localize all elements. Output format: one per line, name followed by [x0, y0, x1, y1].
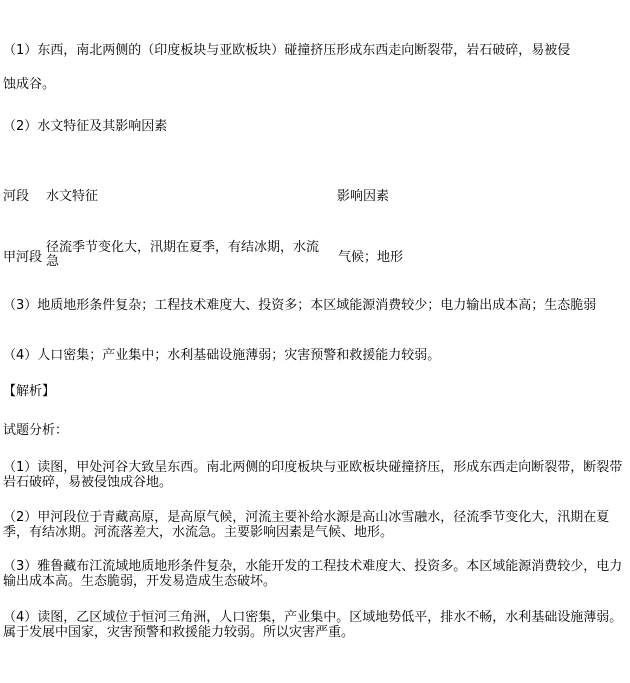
- answer-q1-line2: 蚀成谷。: [3, 77, 56, 92]
- analysis-paragraph-3: （3）雅鲁藏布江流域地质地形条件复杂，水能开发的工程技术难度大、投资多。本区域能源消费较少，电力输出成本高。生态脆弱，开发易造成生态破坏。: [3, 559, 623, 589]
- analysis-paragraph-1: （1）读图，甲处河谷大致呈东西。南北两侧的印度板块与亚欧板块碰撞挤压，形成东西走向断裂带，断裂带岩石破碎，易被侵蚀成谷地。: [3, 460, 623, 490]
- table-header-factor: 影响因素: [337, 189, 390, 204]
- analysis-intro: 试题分析：: [3, 423, 69, 438]
- answer-q2-heading: （2）水文特征及其影响因素: [3, 119, 168, 134]
- table-header-segment: 河段: [3, 189, 30, 204]
- table-cell-segment: 甲河段: [3, 250, 43, 265]
- analysis-paragraph-4: （4）读图，乙区域位于恒河三角洲，人口密集，产业集中。区域地势低平，排水不畅，水利基础设施薄弱。属于发展中国家，灾害预警和救援能力较弱。所以灾害严重。: [3, 610, 623, 640]
- analysis-heading: 【解析】: [3, 384, 56, 399]
- table-cell-feature: 径流季节变化大，汛期在夏季，有结冰期，水流急: [46, 240, 320, 269]
- answer-q4: （4）人口密集；产业集中；水利基础设施薄弱；灾害预警和救援能力较弱。: [3, 348, 441, 363]
- table-cell-factor: 气候；地形: [338, 250, 404, 265]
- analysis-paragraph-2: （2）甲河段位于青藏高原，是高原气候，河流主要补给水源是高山冰雪融水，径流季节变化大，汛期在夏季，有结冰期。河流落差大，水流急。主要影响因素是气候、地形。: [3, 510, 610, 540]
- answer-q1-line1: （1）东西，南北两侧的（印度板块与亚欧板块）碰撞挤压形成东西走向断裂带，岩石破碎，易被侵: [3, 43, 571, 58]
- answer-q3: （3）地质地形条件复杂；工程技术难度大、投资多；本区域能源消费较少；电力输出成本高；生态脆弱: [3, 298, 597, 313]
- table-header-feature: 水文特征: [46, 189, 99, 204]
